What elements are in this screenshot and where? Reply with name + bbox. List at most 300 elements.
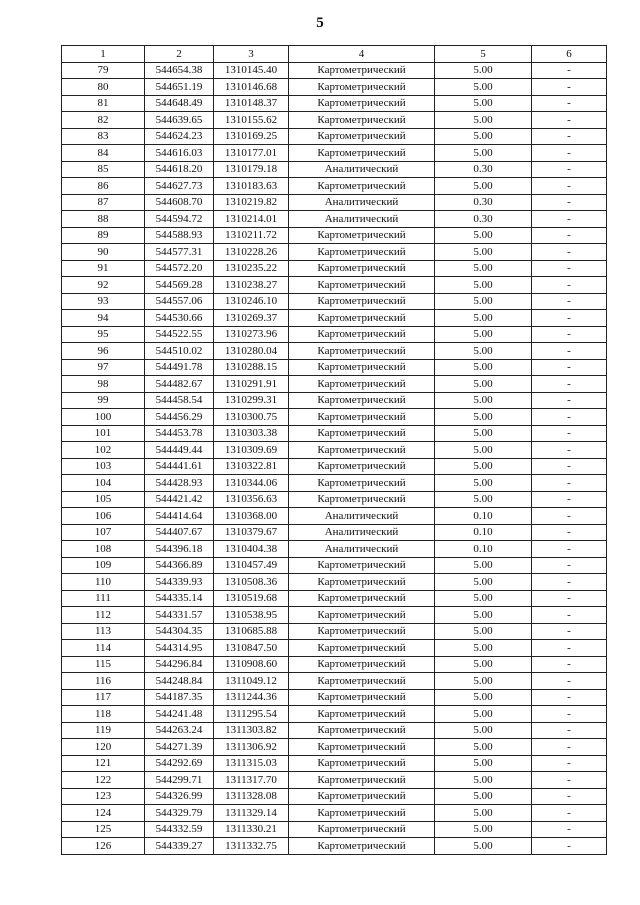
note-cell: -	[532, 409, 607, 426]
point-number-cell: 112	[62, 607, 145, 624]
y-coordinate-cell: 1311303.82	[214, 722, 289, 739]
note-cell: -	[532, 640, 607, 657]
point-number-cell: 103	[62, 458, 145, 475]
col-x-coordinate-header: 2	[145, 46, 214, 63]
accuracy-cell: 5.00	[435, 590, 532, 607]
point-number-cell: 115	[62, 656, 145, 673]
method-cell: Картометрический	[289, 838, 435, 855]
y-coordinate-cell: 1310538.95	[214, 607, 289, 624]
table-row	[62, 607, 607, 624]
method-cell: Картометрический	[289, 722, 435, 739]
note-cell: -	[532, 739, 607, 756]
y-coordinate-cell: 1310508.36	[214, 574, 289, 591]
table-row	[62, 640, 607, 657]
note-cell: -	[532, 838, 607, 855]
table-body	[62, 62, 607, 854]
method-cell: Картометрический	[289, 62, 435, 79]
accuracy-cell: 0.30	[435, 161, 532, 178]
point-number-cell: 86	[62, 178, 145, 195]
table-row	[62, 656, 607, 673]
y-coordinate-cell: 1311049.12	[214, 673, 289, 690]
x-coordinate-cell: 544648.49	[145, 95, 214, 112]
table-row	[62, 755, 607, 772]
point-number-cell: 80	[62, 79, 145, 96]
accuracy-cell: 5.00	[435, 640, 532, 657]
accuracy-cell: 5.00	[435, 772, 532, 789]
accuracy-cell: 0.10	[435, 541, 532, 558]
y-coordinate-cell: 1310228.26	[214, 244, 289, 261]
method-cell: Картометрический	[289, 277, 435, 294]
y-coordinate-cell: 1310238.27	[214, 277, 289, 294]
accuracy-cell: 5.00	[435, 425, 532, 442]
accuracy-cell: 5.00	[435, 442, 532, 459]
point-number-cell: 92	[62, 277, 145, 294]
table-row	[62, 574, 607, 591]
table-row	[62, 689, 607, 706]
point-number-cell: 104	[62, 475, 145, 492]
point-number-cell: 93	[62, 293, 145, 310]
method-cell: Картометрический	[289, 409, 435, 426]
y-coordinate-cell: 1310214.01	[214, 211, 289, 228]
x-coordinate-cell: 544428.93	[145, 475, 214, 492]
note-cell: -	[532, 491, 607, 508]
point-number-cell: 87	[62, 194, 145, 211]
note-cell: -	[532, 755, 607, 772]
x-coordinate-cell: 544608.70	[145, 194, 214, 211]
point-number-cell: 114	[62, 640, 145, 657]
y-coordinate-cell: 1310183.63	[214, 178, 289, 195]
x-coordinate-cell: 544588.93	[145, 227, 214, 244]
x-coordinate-cell: 544557.06	[145, 293, 214, 310]
y-coordinate-cell: 1310299.31	[214, 392, 289, 409]
table-row	[62, 475, 607, 492]
x-coordinate-cell: 544339.93	[145, 574, 214, 591]
x-coordinate-cell: 544304.35	[145, 623, 214, 640]
header-row	[62, 46, 607, 63]
y-coordinate-cell: 1310368.00	[214, 508, 289, 525]
table-row	[62, 178, 607, 195]
point-number-cell: 101	[62, 425, 145, 442]
note-cell: -	[532, 145, 607, 162]
table-row	[62, 79, 607, 96]
accuracy-cell: 5.00	[435, 491, 532, 508]
table-row	[62, 491, 607, 508]
x-coordinate-cell: 544414.64	[145, 508, 214, 525]
y-coordinate-cell: 1310177.01	[214, 145, 289, 162]
note-cell: -	[532, 557, 607, 574]
accuracy-cell: 5.00	[435, 79, 532, 96]
point-number-cell: 118	[62, 706, 145, 723]
accuracy-cell: 5.00	[435, 788, 532, 805]
y-coordinate-cell: 1311306.92	[214, 739, 289, 756]
accuracy-cell: 5.00	[435, 326, 532, 343]
x-coordinate-cell: 544569.28	[145, 277, 214, 294]
table-row	[62, 211, 607, 228]
note-cell: -	[532, 590, 607, 607]
point-number-cell: 84	[62, 145, 145, 162]
point-number-cell: 122	[62, 772, 145, 789]
accuracy-cell: 5.00	[435, 145, 532, 162]
accuracy-cell: 5.00	[435, 95, 532, 112]
x-coordinate-cell: 544326.99	[145, 788, 214, 805]
y-coordinate-cell: 1311315.03	[214, 755, 289, 772]
x-coordinate-cell: 544458.54	[145, 392, 214, 409]
method-cell: Картометрический	[289, 343, 435, 360]
x-coordinate-cell: 544618.20	[145, 161, 214, 178]
method-cell: Картометрический	[289, 326, 435, 343]
point-number-cell: 106	[62, 508, 145, 525]
note-cell: -	[532, 656, 607, 673]
point-number-cell: 125	[62, 821, 145, 838]
accuracy-cell: 5.00	[435, 673, 532, 690]
note-cell: -	[532, 788, 607, 805]
point-number-cell: 88	[62, 211, 145, 228]
point-number-cell: 96	[62, 343, 145, 360]
method-cell: Аналитический	[289, 541, 435, 558]
method-cell: Картометрический	[289, 821, 435, 838]
x-coordinate-cell: 544651.19	[145, 79, 214, 96]
table-row	[62, 244, 607, 261]
accuracy-cell: 5.00	[435, 821, 532, 838]
note-cell: -	[532, 574, 607, 591]
table-row	[62, 805, 607, 822]
y-coordinate-cell: 1311332.75	[214, 838, 289, 855]
method-cell: Картометрический	[289, 772, 435, 789]
x-coordinate-cell: 544654.38	[145, 62, 214, 79]
table-row	[62, 442, 607, 459]
method-cell: Картометрический	[289, 640, 435, 657]
accuracy-cell: 5.00	[435, 376, 532, 393]
x-coordinate-cell: 544335.14	[145, 590, 214, 607]
point-number-cell: 89	[62, 227, 145, 244]
note-cell: -	[532, 128, 607, 145]
note-cell: -	[532, 194, 607, 211]
point-number-cell: 83	[62, 128, 145, 145]
note-cell: -	[532, 310, 607, 327]
method-cell: Картометрический	[289, 590, 435, 607]
y-coordinate-cell: 1310155.62	[214, 112, 289, 129]
table-row	[62, 194, 607, 211]
accuracy-cell: 5.00	[435, 128, 532, 145]
x-coordinate-cell: 544292.69	[145, 755, 214, 772]
accuracy-cell: 5.00	[435, 409, 532, 426]
method-cell: Картометрический	[289, 491, 435, 508]
table-row	[62, 326, 607, 343]
x-coordinate-cell: 544577.31	[145, 244, 214, 261]
point-number-cell: 94	[62, 310, 145, 327]
y-coordinate-cell: 1310908.60	[214, 656, 289, 673]
point-number-cell: 120	[62, 739, 145, 756]
table-row	[62, 95, 607, 112]
x-coordinate-cell: 544572.20	[145, 260, 214, 277]
y-coordinate-cell: 1310356.63	[214, 491, 289, 508]
x-coordinate-cell: 544329.79	[145, 805, 214, 822]
point-number-cell: 109	[62, 557, 145, 574]
y-coordinate-cell: 1310404.38	[214, 541, 289, 558]
y-coordinate-cell: 1310344.06	[214, 475, 289, 492]
method-cell: Картометрический	[289, 112, 435, 129]
method-cell: Картометрический	[289, 425, 435, 442]
x-coordinate-cell: 544594.72	[145, 211, 214, 228]
accuracy-cell: 5.00	[435, 706, 532, 723]
x-coordinate-cell: 544248.84	[145, 673, 214, 690]
x-coordinate-cell: 544187.35	[145, 689, 214, 706]
x-coordinate-cell: 544331.57	[145, 607, 214, 624]
x-coordinate-cell: 544627.73	[145, 178, 214, 195]
note-cell: -	[532, 244, 607, 261]
accuracy-cell: 5.00	[435, 607, 532, 624]
col-note-header: 6	[532, 46, 607, 63]
method-cell: Аналитический	[289, 161, 435, 178]
method-cell: Картометрический	[289, 145, 435, 162]
y-coordinate-cell: 1310179.18	[214, 161, 289, 178]
table-row	[62, 227, 607, 244]
col-point-number-header: 1	[62, 46, 145, 63]
accuracy-cell: 0.30	[435, 194, 532, 211]
x-coordinate-cell: 544441.61	[145, 458, 214, 475]
accuracy-cell: 5.00	[435, 458, 532, 475]
method-cell: Картометрический	[289, 260, 435, 277]
note-cell: -	[532, 211, 607, 228]
table-header	[62, 46, 607, 63]
table-row	[62, 310, 607, 327]
method-cell: Картометрический	[289, 623, 435, 640]
point-number-cell: 124	[62, 805, 145, 822]
accuracy-cell: 0.30	[435, 211, 532, 228]
point-number-cell: 95	[62, 326, 145, 343]
method-cell: Картометрический	[289, 755, 435, 772]
method-cell: Картометрический	[289, 673, 435, 690]
note-cell: -	[532, 376, 607, 393]
x-coordinate-cell: 544491.78	[145, 359, 214, 376]
x-coordinate-cell: 544482.67	[145, 376, 214, 393]
method-cell: Картометрический	[289, 392, 435, 409]
method-cell: Картометрический	[289, 574, 435, 591]
table-row	[62, 590, 607, 607]
y-coordinate-cell: 1311317.70	[214, 772, 289, 789]
col-accuracy-header: 5	[435, 46, 532, 63]
method-cell: Картометрический	[289, 656, 435, 673]
point-number-cell: 79	[62, 62, 145, 79]
y-coordinate-cell: 1311330.21	[214, 821, 289, 838]
note-cell: -	[532, 95, 607, 112]
method-cell: Картометрический	[289, 739, 435, 756]
x-coordinate-cell: 544332.59	[145, 821, 214, 838]
y-coordinate-cell: 1310303.38	[214, 425, 289, 442]
table-row	[62, 458, 607, 475]
method-cell: Картометрический	[289, 607, 435, 624]
method-cell: Картометрический	[289, 557, 435, 574]
x-coordinate-cell: 544299.71	[145, 772, 214, 789]
note-cell: -	[532, 425, 607, 442]
table-row	[62, 409, 607, 426]
y-coordinate-cell: 1310291.91	[214, 376, 289, 393]
table-row	[62, 145, 607, 162]
method-cell: Картометрический	[289, 458, 435, 475]
note-cell: -	[532, 475, 607, 492]
point-number-cell: 105	[62, 491, 145, 508]
y-coordinate-cell: 1311328.08	[214, 788, 289, 805]
accuracy-cell: 5.00	[435, 260, 532, 277]
table-row	[62, 112, 607, 129]
note-cell: -	[532, 359, 607, 376]
accuracy-cell: 5.00	[435, 755, 532, 772]
x-coordinate-cell: 544339.27	[145, 838, 214, 855]
x-coordinate-cell: 544616.03	[145, 145, 214, 162]
note-cell: -	[532, 805, 607, 822]
note-cell: -	[532, 227, 607, 244]
note-cell: -	[532, 541, 607, 558]
x-coordinate-cell: 544314.95	[145, 640, 214, 657]
table-row	[62, 260, 607, 277]
method-cell: Картометрический	[289, 442, 435, 459]
note-cell: -	[532, 706, 607, 723]
y-coordinate-cell: 1310519.68	[214, 590, 289, 607]
point-number-cell: 98	[62, 376, 145, 393]
accuracy-cell: 5.00	[435, 722, 532, 739]
table-row	[62, 128, 607, 145]
method-cell: Картометрический	[289, 293, 435, 310]
method-cell: Картометрический	[289, 376, 435, 393]
table-row	[62, 557, 607, 574]
point-number-cell: 85	[62, 161, 145, 178]
y-coordinate-cell: 1310379.67	[214, 524, 289, 541]
y-coordinate-cell: 1311329.14	[214, 805, 289, 822]
y-coordinate-cell: 1310269.37	[214, 310, 289, 327]
y-coordinate-cell: 1310148.37	[214, 95, 289, 112]
y-coordinate-cell: 1310322.81	[214, 458, 289, 475]
table-row	[62, 293, 607, 310]
point-number-cell: 116	[62, 673, 145, 690]
note-cell: -	[532, 821, 607, 838]
note-cell: -	[532, 623, 607, 640]
method-cell: Аналитический	[289, 524, 435, 541]
accuracy-cell: 5.00	[435, 838, 532, 855]
note-cell: -	[532, 607, 607, 624]
x-coordinate-cell: 544421.42	[145, 491, 214, 508]
table-row	[62, 376, 607, 393]
note-cell: -	[532, 524, 607, 541]
table-row	[62, 722, 607, 739]
y-coordinate-cell: 1310211.72	[214, 227, 289, 244]
accuracy-cell: 5.00	[435, 574, 532, 591]
accuracy-cell: 5.00	[435, 392, 532, 409]
method-cell: Аналитический	[289, 508, 435, 525]
y-coordinate-cell: 1310235.22	[214, 260, 289, 277]
note-cell: -	[532, 673, 607, 690]
note-cell: -	[532, 772, 607, 789]
point-number-cell: 121	[62, 755, 145, 772]
x-coordinate-cell: 544241.48	[145, 706, 214, 723]
table-row	[62, 541, 607, 558]
accuracy-cell: 5.00	[435, 293, 532, 310]
table-row	[62, 623, 607, 640]
accuracy-cell: 5.00	[435, 62, 532, 79]
accuracy-cell: 5.00	[435, 359, 532, 376]
method-cell: Картометрический	[289, 128, 435, 145]
table-row	[62, 772, 607, 789]
x-coordinate-cell: 544396.18	[145, 541, 214, 558]
method-cell: Картометрический	[289, 359, 435, 376]
y-coordinate-cell: 1310219.82	[214, 194, 289, 211]
accuracy-cell: 5.00	[435, 557, 532, 574]
point-number-cell: 102	[62, 442, 145, 459]
accuracy-cell: 5.00	[435, 277, 532, 294]
table-row	[62, 706, 607, 723]
accuracy-cell: 5.00	[435, 244, 532, 261]
y-coordinate-cell: 1310300.75	[214, 409, 289, 426]
table-row	[62, 425, 607, 442]
table-row	[62, 739, 607, 756]
col-method-header: 4	[289, 46, 435, 63]
y-coordinate-cell: 1310685.88	[214, 623, 289, 640]
point-number-cell: 108	[62, 541, 145, 558]
point-number-cell: 113	[62, 623, 145, 640]
x-coordinate-cell: 544449.44	[145, 442, 214, 459]
x-coordinate-cell: 544456.29	[145, 409, 214, 426]
x-coordinate-cell: 544407.67	[145, 524, 214, 541]
x-coordinate-cell: 544510.02	[145, 343, 214, 360]
x-coordinate-cell: 544639.65	[145, 112, 214, 129]
note-cell: -	[532, 260, 607, 277]
method-cell: Картометрический	[289, 689, 435, 706]
note-cell: -	[532, 326, 607, 343]
x-coordinate-cell: 544366.89	[145, 557, 214, 574]
table-row	[62, 277, 607, 294]
accuracy-cell: 0.10	[435, 524, 532, 541]
accuracy-cell: 5.00	[435, 178, 532, 195]
note-cell: -	[532, 293, 607, 310]
note-cell: -	[532, 458, 607, 475]
table-row	[62, 392, 607, 409]
note-cell: -	[532, 508, 607, 525]
point-number-cell: 100	[62, 409, 145, 426]
accuracy-cell: 5.00	[435, 656, 532, 673]
page-number: 5	[316, 15, 324, 31]
method-cell: Картометрический	[289, 475, 435, 492]
x-coordinate-cell: 544271.39	[145, 739, 214, 756]
table-row	[62, 788, 607, 805]
point-number-cell: 126	[62, 838, 145, 855]
method-cell: Картометрический	[289, 178, 435, 195]
x-coordinate-cell: 544522.55	[145, 326, 214, 343]
table-row	[62, 821, 607, 838]
note-cell: -	[532, 392, 607, 409]
x-coordinate-cell: 544624.23	[145, 128, 214, 145]
point-number-cell: 111	[62, 590, 145, 607]
y-coordinate-cell: 1310146.68	[214, 79, 289, 96]
table-row	[62, 359, 607, 376]
x-coordinate-cell: 544263.24	[145, 722, 214, 739]
note-cell: -	[532, 112, 607, 129]
table-row	[62, 524, 607, 541]
accuracy-cell: 5.00	[435, 343, 532, 360]
method-cell: Картометрический	[289, 244, 435, 261]
note-cell: -	[532, 722, 607, 739]
note-cell: -	[532, 343, 607, 360]
x-coordinate-cell: 544453.78	[145, 425, 214, 442]
point-number-cell: 97	[62, 359, 145, 376]
note-cell: -	[532, 161, 607, 178]
note-cell: -	[532, 79, 607, 96]
accuracy-cell: 5.00	[435, 689, 532, 706]
method-cell: Картометрический	[289, 310, 435, 327]
note-cell: -	[532, 442, 607, 459]
method-cell: Картометрический	[289, 95, 435, 112]
y-coordinate-cell: 1310280.04	[214, 343, 289, 360]
coordinates-table	[61, 45, 607, 855]
point-number-cell: 107	[62, 524, 145, 541]
